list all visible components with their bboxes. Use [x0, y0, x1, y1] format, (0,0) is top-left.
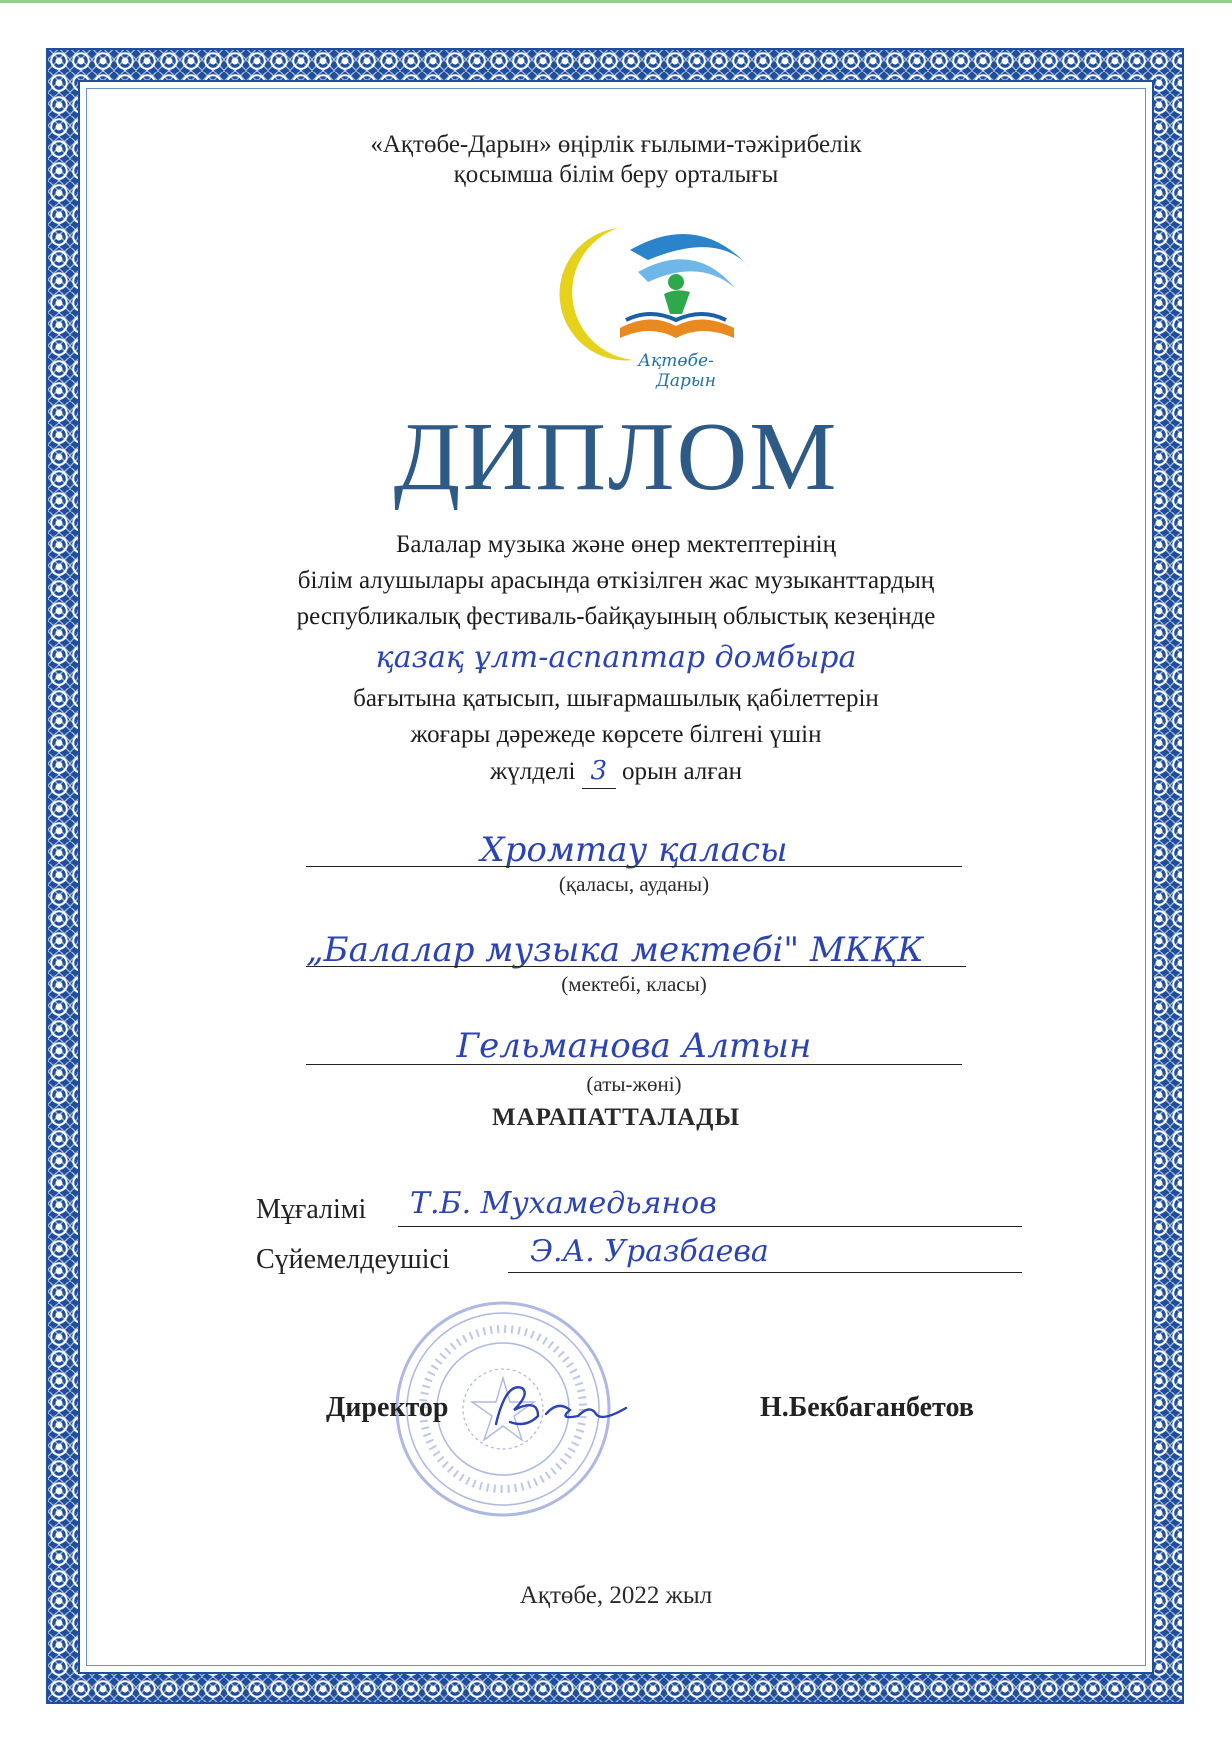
city-handwritten: Хромтау қаласы: [480, 830, 788, 870]
place-handwritten: 3: [582, 754, 616, 789]
place-prefix: жүлделі: [490, 758, 576, 785]
school-underline: [306, 966, 966, 967]
teacher-underline: [398, 1226, 1022, 1227]
organization-header: [0, 130, 1232, 190]
name-caption: (аты-жөні): [586, 1072, 682, 1096]
place-suffix: орын алған: [622, 758, 742, 785]
aktobe-daryn-logo: [530, 210, 760, 400]
accompanist-underline: [508, 1272, 1022, 1273]
direction-handwritten: қазақ ұлт-аспаптар домбыра: [375, 640, 857, 675]
top-edge-line: [0, 0, 1232, 3]
director-name: Н.Бекбаганбетов: [760, 1392, 974, 1423]
teacher-name-handwritten: Т.Б. Мухамедьянов: [410, 1186, 717, 1221]
director-signature: [486, 1376, 636, 1436]
body-line-2: білім алушылары арасында өткізілген жас музыканттардың: [297, 567, 935, 594]
body-line-1: Балалар музыка және өнер мектептерінің: [395, 531, 836, 558]
footer-place-year: Ақтөбе, 2022 жыл: [519, 1582, 713, 1609]
school-caption: (мектебі, класы): [561, 972, 707, 996]
teacher-label: Мұғалімі: [256, 1194, 367, 1225]
body-line-6: жоғары дәрежеде көрсете білгені үшін: [410, 721, 822, 748]
body-line-3: республикалық фестиваль-байқауының облыстық кезеңінде: [296, 603, 936, 630]
city-underline: [306, 866, 962, 867]
place-line: [0, 754, 1232, 789]
logo-text-line-1: Ақтөбе-: [638, 351, 714, 371]
name-handwritten: Гельманова Алтын: [456, 1026, 812, 1066]
organization-line-1: «Ақтөбе-Дарын» өңірлік ғылыми-тәжірибелік: [370, 131, 862, 158]
awarded-heading: МАРАПАТТАЛАДЫ: [491, 1104, 741, 1131]
diploma-title: ДИПЛОМ: [393, 403, 839, 511]
body-line-5: бағытына қатысып, шығармашылық қабілеттерін: [353, 685, 879, 712]
director-label: Директор: [326, 1392, 449, 1423]
accompanist-label: Сүйемелдеушісі: [256, 1244, 450, 1275]
school-handwritten: „Балалар музыка мектебі" МКҚК: [306, 930, 924, 970]
logo-text-line-2: Дарын: [656, 371, 716, 391]
name-underline: [306, 1064, 962, 1065]
organization-line-2: қосымша білім беру орталығы: [453, 161, 779, 188]
accompanist-name-handwritten: Э.А. Уразбаева: [530, 1234, 769, 1269]
city-caption: (қаласы, ауданы): [558, 872, 710, 896]
